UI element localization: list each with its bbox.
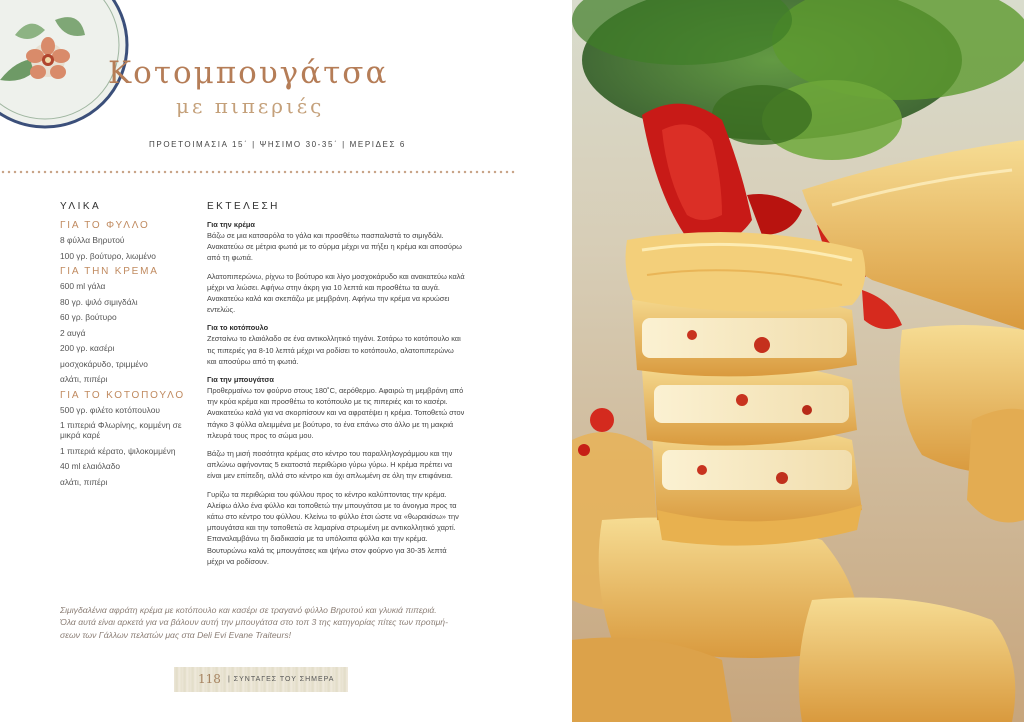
ingredient-group-title: ΓΙΑ ΤΟ ΦΥΛΛΟ	[60, 220, 150, 231]
execution-section	[207, 323, 465, 367]
summary-line: σεων των Γάλλων πελατών μας στα Deli Evi Evane Traiteurs!	[60, 629, 292, 640]
ingredient-item: 1 πιπεριά Φλωρίνης, κομμένη σε μικρά καρέ	[60, 420, 182, 440]
page-number: 118	[198, 672, 221, 686]
ingredient-item: μοσχοκάρυδο, τριμμένο	[60, 358, 148, 369]
execution-section	[207, 375, 465, 567]
ingredient-item: 1 πιπεριά κέρατο, ψιλοκομμένη	[60, 445, 176, 456]
execution-column	[207, 201, 465, 574]
recipe-title: Κοτομπουγάτσα	[108, 55, 389, 91]
summary-line: Όλα αυτά είναι αρκετά για να βάλουν αυτή την μπουγάτσα στο τοπ 3 της κατηγορίας πίτες των προτιμή-	[60, 617, 448, 628]
execution-paragraph: Γυρίζω τα περιθώρια του φύλλου προς το κέντρο καλύπτοντας την κρέμα. Αλείφω άλλο ένα φύλλο και τοποθετώ την μπουγάτσα με το άνοιγμα προς τα κάτω στο κέντρο του φύλλου. Κλείνω το φύλλο έτσι ώστε να «θωρακίσω» την μπουγάτσα και την τοποθετώ σε λαμαρίνα στρωμένη με αντικολλητικό χαρτί. Επαναλαμβάνω τη διαδικασία με τα υπόλοιπα φύλλα και την κρέμα. Βουτυρώνω καλά τις μπουγάτσες και ψήνω στον φούρνο για 30-35 λεπτά μέχρι να ροδίσουν.	[207, 489, 459, 566]
recipe-summary	[60, 604, 460, 641]
ingredient-group-title: ΓΙΑ ΤΗΝ ΚΡΕΜΑ	[60, 266, 159, 277]
execution-section-title: Για το κοτόπουλο	[207, 323, 269, 333]
recipe-meta: ΠΡΟΕΤΟΙΜΑΣΙΑ 15΄ | ΨΗΣΙΜΟ 30-35΄ | ΜΕΡΙΔΕΣ 6	[149, 140, 406, 149]
ingredient-item: 2 αυγά	[60, 327, 86, 338]
execution-paragraph: Προθερμαίνω τον φούρνο στους 180˚C, αερόθερμο. Αφαιρώ τη μεμβράνη από την κρύα κρέμα και προσθέτω το κοτόπουλο με τις πιπεριές και το κασέρι. Ανακατεύω καλά για να σκορπίσουν και να αφρατέψει η κρέμα. Τοποθετώ στον πάγκο 3 φύλλα αλειμμένα με βούτυρο, το ένα επάνω στο άλλο με τη μακριά πλευρά τους προς το σώμα μου.	[207, 386, 465, 440]
execution-paragraph: Ζεσταίνω το ελαιόλαδο σε ένα αντικολλητικό τηγάνι. Σοτάρω το κοτόπουλο και τις πιπεριές για 8-10 λεπτά μέχρι να ροδίσει το κοτόπουλο, αλατοπιπερώνω και αποσύρω από τη φωτιά.	[207, 334, 461, 366]
execution-paragraph: Βάζω τη μισή ποσότητα κρέμας στο κέντρο του παραλληλογράμμου και την απλώνω αφήνοντας 5 εκατοστά περιθώριο γύρω γύρω. Η κρέμα πρέπει να είναι μεν επίπεδη, αλλά στο κέντρο και όχι απλωμένη σε όλη την επιφάνεια.	[207, 449, 453, 481]
ingredient-item: 8 φύλλα Βηρυτού	[60, 235, 125, 245]
dotted-divider	[0, 170, 516, 174]
footer-label: | ΣΥΝΤΑΓΕΣ ΤΟΥ ΣΗΜΕΡΑ	[228, 676, 335, 683]
ingredient-group-title: ΓΙΑ ΤΟ ΚΟΤΟΠΟΥΛΟ	[60, 389, 185, 401]
summary-line: Σιμιγδαλένια αφράτη κρέμα με κοτόπουλο και κασέρι σε τραγανό φύλλο Βηρυτού και γλυκιά πιπεριά.	[60, 605, 437, 615]
ingredient-item: 600 ml γάλα	[60, 281, 106, 291]
ingredient-item: 200 γρ. κασέρι	[60, 343, 115, 353]
ingredients-column	[60, 201, 200, 492]
food-photo	[572, 0, 1024, 722]
ingredient-item: αλάτι, πιπέρι	[60, 374, 108, 384]
ingredients-heading: ΥΛΙΚΑ	[60, 201, 102, 212]
ingredient-item: 40 ml ελαιόλαδο	[60, 461, 121, 471]
execution-paragraph: Βάζω σε μια κατσαρόλα το γάλα και προσθέτω πασπαλιστά το σιμιγδάλι. Ανακατεύω σε μέτρια φωτιά με το σύρμα μέχρι να πήξει η κρέμα και αποσύρω από τη φωτιά.	[207, 231, 462, 263]
pastry-stack	[626, 232, 866, 546]
execution-paragraph: Αλατοπιπερώνω, ρίχνω το βούτυρο και λίγο μοσχοκάρυδο και ανακατεύω καλά μέχρι να λιώσει. Αφήνω στην άκρη για 10 λεπτά και προσθέτω τα αυγά. Ανακατεύω καλά και σκεπάζω με μεμβράνη. Αφήνω την κρέμα να κρυώσει εντελώς.	[207, 271, 465, 315]
execution-section-title: Για την κρέμα	[207, 220, 255, 229]
recipe-subtitle: με πιπεριές	[176, 94, 325, 118]
ingredient-item: 60 γρ. βούτυρο	[60, 312, 117, 322]
food-photo-illustration	[572, 0, 1024, 722]
execution-heading: ΕΚΤΕΛΕΣΗ	[207, 201, 280, 212]
execution-section-title: Για την μπουγάτσα	[207, 375, 274, 385]
ingredient-item: 100 γρ. βούτυρο, λιωμένο	[60, 250, 156, 261]
ingredient-item: αλάτι, πιπέρι	[60, 476, 108, 487]
ingredient-item: 500 γρ. φιλέτο κοτόπουλου	[60, 404, 160, 415]
execution-section	[207, 220, 465, 315]
ingredient-item: 80 γρ. ψιλό σιμιγδάλι	[60, 296, 138, 307]
